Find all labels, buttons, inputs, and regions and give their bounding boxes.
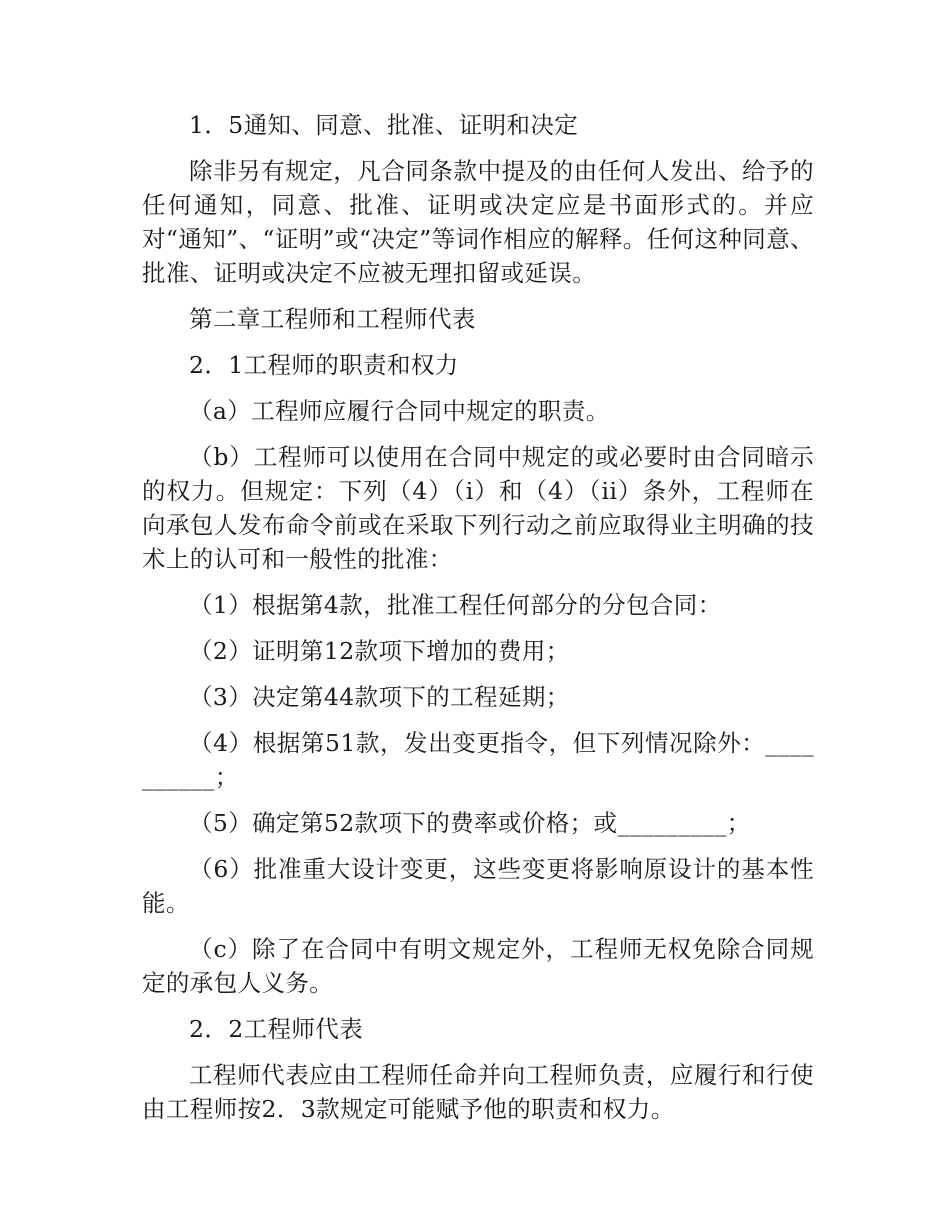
chapter-heading: 第二章工程师和工程师代表 bbox=[189, 305, 476, 333]
paragraph-engineer-representative: 工程师代表应由工程师任命并向工程师负责，应履行和行使由工程师按2．3款规定可能赋予他的职责和权力。 bbox=[142, 1061, 814, 1123]
list-item-1: （1）根据第4款，批准工程任何部分的分包合同： bbox=[189, 591, 722, 619]
section-heading-2-1: 2．1工程师的职责和权力 bbox=[189, 351, 459, 379]
list-item-6: （6）批准重大设计变更，这些变更将影响原设计的基本性能。 bbox=[142, 855, 814, 917]
list-item-2: （2）证明第12款项下增加的费用； bbox=[189, 637, 570, 665]
section-heading-1-5: 1．5通知、同意、批准、证明和决定 bbox=[189, 111, 579, 139]
clause-a: （a）工程师应履行合同中规定的职责。 bbox=[189, 397, 610, 425]
paragraph-notice-written-form: 除非另有规定，凡合同条款中提及的由任何人发出、给予的任何通知，同意、批准、证明或决定应是书面形式的。并应对“通知”、“证明”或“决定”等词作相应的解释。任何这种同意、批准、证明或决定不应被无理扣留或延误。 bbox=[142, 157, 814, 287]
list-item-4: （4）根据第51款，发出变更指令，但下列情况除外：__________； bbox=[142, 729, 814, 791]
list-item-5: （5）确定第52款项下的费率或价格；或_________； bbox=[189, 809, 751, 837]
clause-b: （b）工程师可以使用在合同中规定的或必要时由合同暗示的权力。但规定：下列（4）（i）和（4）（ii）条外，工程师在向承包人发布命令前或在采取下列行动之前应取得业主明确的技术上的认可和一般性的批准： bbox=[142, 443, 814, 573]
section-heading-2-2: 2．2工程师代表 bbox=[189, 1015, 364, 1043]
document-page bbox=[142, 108, 814, 1138]
list-item-3: （3）决定第44款项下的工程延期； bbox=[189, 683, 570, 711]
clause-c: （c）除了在合同中有明文规定外，工程师无权免除合同规定的承包人义务。 bbox=[142, 935, 814, 997]
